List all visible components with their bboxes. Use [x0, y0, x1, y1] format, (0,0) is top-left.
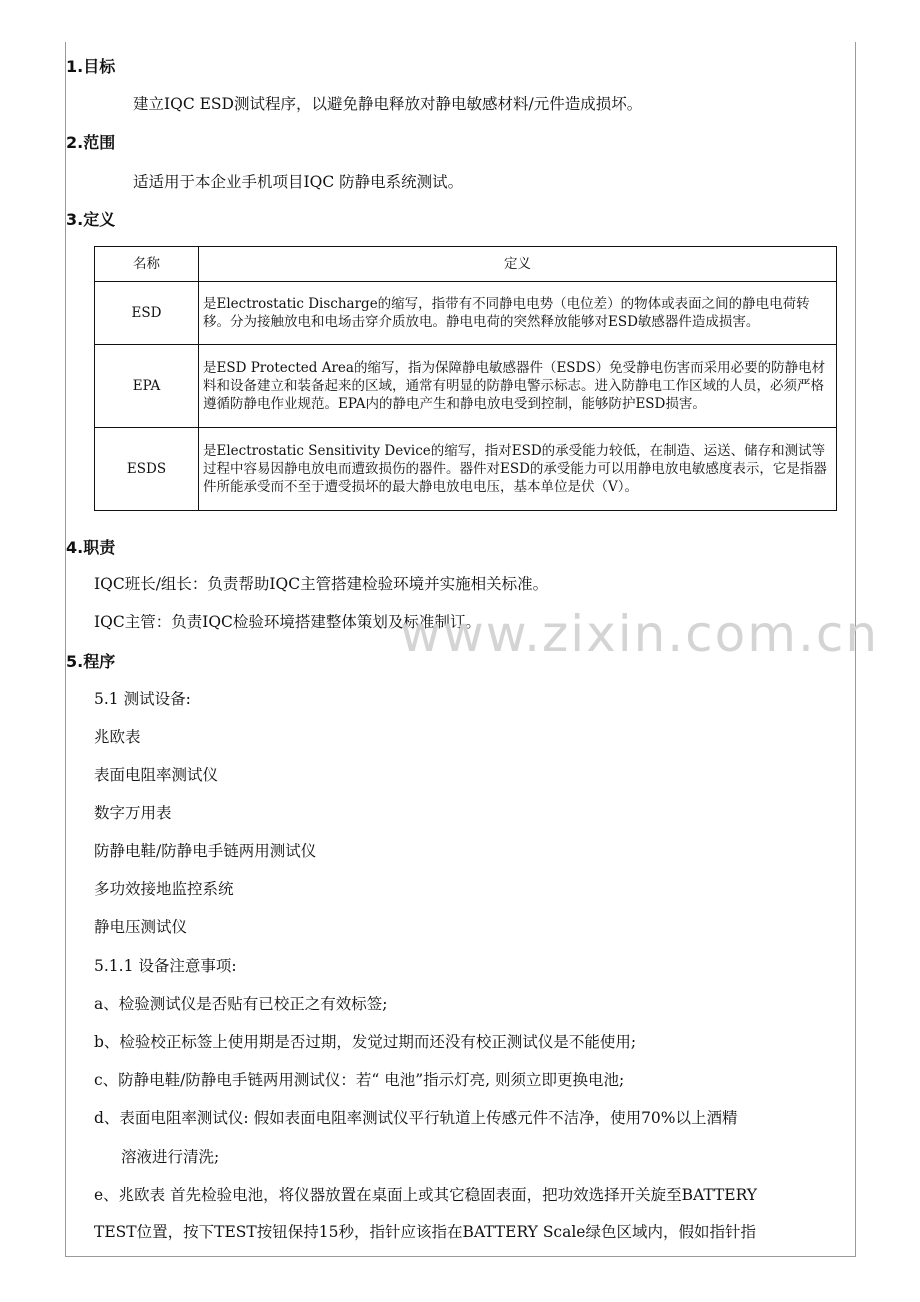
responsibility-item: IQC主管：负责IQC检验环境搭建整体策划及标准制订。	[94, 613, 481, 631]
notes-title: 5.1.1 设备注意事项:	[94, 957, 237, 975]
section-heading-scope: 2.范围	[66, 133, 116, 152]
responsibility-item: IQC班长/组长：负责帮助IQC主管搭建检验环境并实施相关标准。	[94, 575, 549, 593]
watermark-text: www.zixin.com.cn	[400, 605, 880, 663]
section-heading-procedure: 5.程序	[66, 652, 116, 671]
table-header-row	[95, 247, 837, 282]
definition-cell: 是ESD Protected Area的缩写，指为保障静电敏感器件（ESDS）免受静电伤害而采用必要的防静电材料和设备建立和装备起来的区域，通常有明显的防静电警示标志。进入防静电工作区域的人员，必须严格遵循防静电作业规范。EPA内的静电产生和静电放电受到控制，能够防护ESD损害。	[199, 345, 837, 428]
note-d-line2: 溶液进行清洗;	[121, 1148, 220, 1166]
table-row	[95, 428, 837, 511]
term-cell: ESDS	[95, 428, 199, 511]
equipment-item: 数字万用表	[94, 804, 172, 822]
equipment-title: 5.1 测试设备:	[94, 690, 191, 708]
note-e-line1: e、兆欧表 首先检验电池，将仪器放置在桌面上或其它稳固表面，把功效选择开关旋至BATTERY	[94, 1186, 758, 1204]
scope-text: 适适用于本企业手机项目IQC 防静电系统测试。	[133, 173, 464, 191]
equipment-item: 兆欧表	[94, 728, 141, 746]
table-header-definition: 定义	[199, 247, 837, 282]
note-d-line1: d、表面电阻率测试仪: 假如表面电阻率测试仪平行轨道上传感元件不洁净，使用70%以上酒精	[94, 1109, 738, 1127]
goal-text: 建立IQC ESD测试程序，以避免静电释放对静电敏感材料/元件造成损坏。	[133, 95, 643, 113]
note-e-line2: TEST位置，按下TEST按钮保持15秒，指针应该指在BATTERY Scale绿色区域内，假如指针指	[94, 1223, 756, 1241]
note-b: b、检验校正标签上使用期是否过期，发觉过期而还没有校正测试仪是不能使用;	[94, 1033, 637, 1051]
equipment-item: 表面电阻率测试仪	[94, 766, 219, 784]
term-cell: EPA	[95, 345, 199, 428]
section-heading-responsibilities: 4.职责	[66, 538, 116, 557]
term-cell: ESD	[95, 282, 199, 345]
definition-cell: 是Electrostatic Discharge的缩写，指带有不同静电电势（电位差）的物体或表面之间的静电电荷转移。分为接触放电和电场击穿介质放电。静电电荷的突然释放能够对ESD敏感器件造成损害。	[199, 282, 837, 345]
note-c: c、防静电鞋/防静电手链两用测试仪：若“ 电池”指示灯亮, 则须立即更换电池;	[94, 1071, 625, 1089]
table-row	[95, 282, 837, 345]
equipment-item: 防静电鞋/防静电手链两用测试仪	[94, 842, 317, 860]
definition-cell: 是Electrostatic Sensitivity Device的缩写，指对ESD的承受能力较低，在制造、运送、储存和测试等过程中容易因静电放电而遭致损伤的器件。器件对ESD的承受能力可以用静电放电敏感度表示，它是指器件所能承受而不至于遭受损坏的最大静电放电电压，基本单位是伏（V）。	[199, 428, 837, 511]
definitions-table	[94, 246, 837, 511]
note-a: a、检验测试仪是否贴有已校正之有效标签;	[94, 995, 388, 1013]
table-header-name: 名称	[95, 247, 199, 282]
section-heading-definitions: 3.定义	[66, 210, 116, 229]
equipment-item: 多功效接地监控系统	[94, 880, 234, 898]
equipment-item: 静电压测试仪	[94, 918, 188, 936]
section-heading-goal: 1.目标	[66, 57, 116, 76]
table-row	[95, 345, 837, 428]
